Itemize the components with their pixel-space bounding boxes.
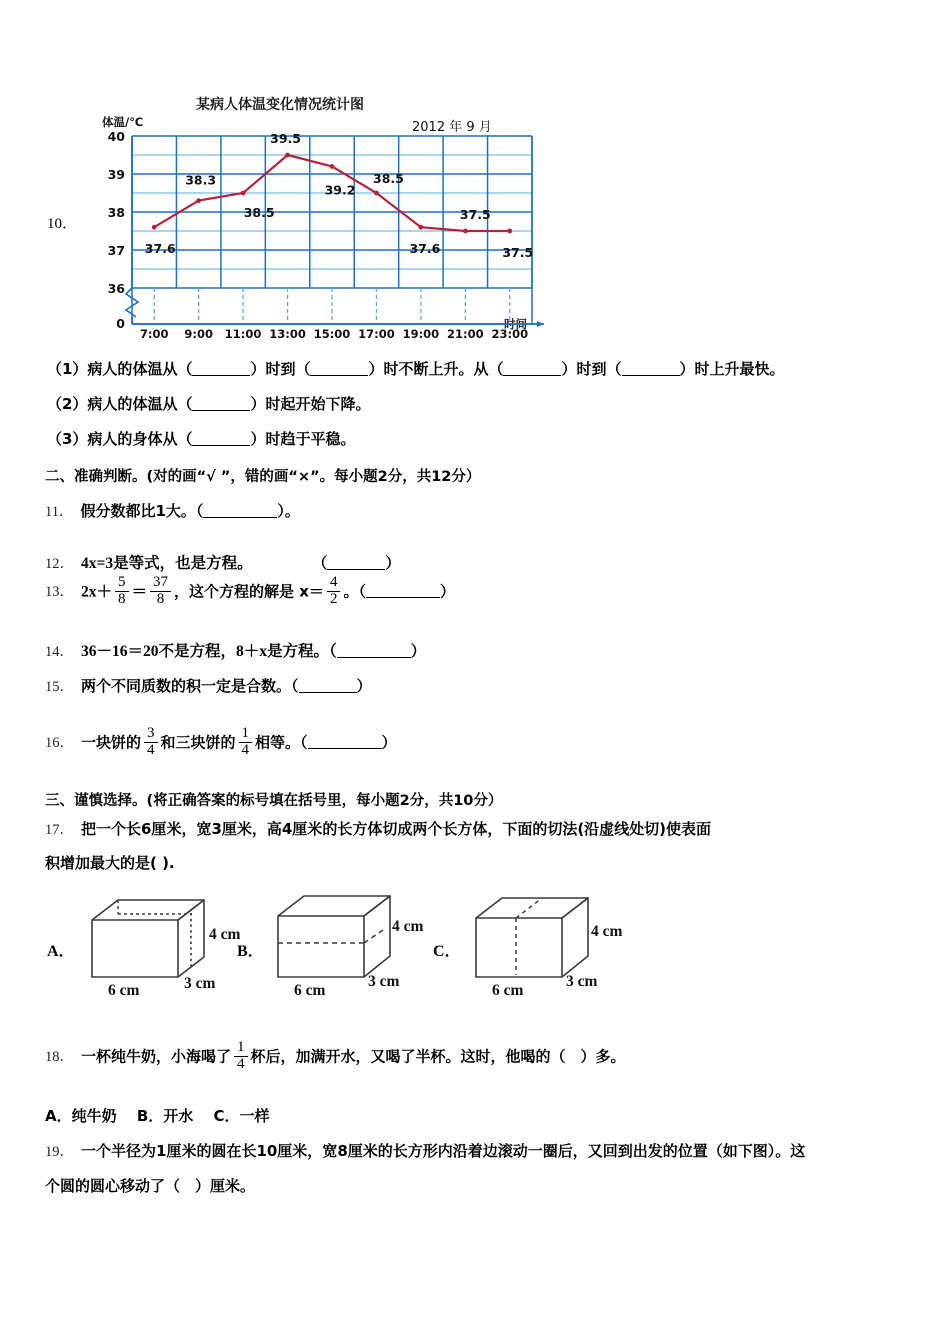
- question-17-figures: [0, 880, 950, 1000]
- chart-x-tick-labels: [140, 327, 528, 338]
- option-c-right-face: [562, 898, 588, 977]
- question-15: [45, 675, 372, 696]
- question-14-number: 14．: [45, 644, 74, 660]
- q16-frac2-denominator: 4: [239, 742, 253, 759]
- question-13-blank[interactable]: [366, 597, 440, 598]
- chart-x-tick-11-00: 11:00: [224, 327, 262, 338]
- chart-point-17-00: [374, 191, 379, 196]
- question-17-number: 17．: [45, 822, 74, 838]
- question-13-fraction-1: [115, 575, 129, 608]
- q10-1-mid-2: ）时不断上升。从（: [368, 360, 504, 378]
- option-a-top-face: [92, 900, 204, 920]
- question-18-fraction: [234, 1040, 248, 1073]
- question-13-part-1: 2x＋: [81, 583, 113, 601]
- question-16-fraction-1: [144, 726, 158, 759]
- question-14-text-after: ）: [410, 642, 426, 660]
- question-17-line-2: [45, 852, 175, 873]
- chart-y-tick-37: 37: [107, 243, 125, 258]
- question-12-text: 4x=3是等式，也是方程。: [81, 555, 245, 572]
- chart-point-19-00: [418, 225, 423, 230]
- question-10-block: [0, 88, 950, 340]
- question-11-text: 假分数都比1大。（: [80, 502, 204, 520]
- question-16-fraction-2: [239, 726, 253, 759]
- option-c-letter: C．: [433, 943, 461, 960]
- q10-1-blank-3[interactable]: [503, 375, 561, 376]
- question-10-sub-3: [47, 428, 355, 449]
- chart-point-23-00: [507, 229, 512, 234]
- q13-frac1-numerator: 5: [118, 574, 126, 590]
- option-b-cut-line-side: [364, 928, 386, 943]
- question-17-line-1: [45, 818, 711, 839]
- chart-x-axis-label: 时间: [504, 317, 527, 331]
- q10-3-prefix: （3）病人的身体从（: [47, 430, 193, 448]
- question-19-line-2: [45, 1175, 255, 1196]
- chart-point-11-00: [241, 191, 246, 196]
- chart-value-label-8: 37.5: [502, 245, 534, 260]
- chart-point-15-00: [330, 164, 335, 169]
- question-17-text-line-1: 把一个长6厘米，宽3厘米，高4厘米的长方体切成两个长方体，下面的切法(沿虚线处切)使表面: [81, 820, 712, 838]
- section-2-heading: 二、准确判断。(对的画“√ ”，错的画“×”。每小题2分，共12分）: [45, 469, 481, 485]
- question-19-number: 19．: [45, 1144, 74, 1160]
- option-c-cut-line-top: [516, 898, 542, 918]
- question-17-text-line-2: 积增加最大的是( ).: [45, 854, 175, 872]
- option-c-cuboid[interactable]: [458, 884, 633, 996]
- q13-frac3-numerator: 4: [329, 574, 338, 590]
- q16-frac1-numerator: 3: [147, 725, 155, 741]
- chart-value-label-1: 38.3: [185, 172, 217, 188]
- q18-frac-numerator: 1: [237, 1039, 245, 1055]
- option-c-front-face: [476, 918, 562, 977]
- chart-x-tick-9-00: 9:00: [184, 327, 213, 338]
- question-14-blank[interactable]: [337, 657, 411, 658]
- q13-frac2-denominator: 8: [150, 591, 171, 608]
- question-12-number: 12．: [45, 556, 74, 572]
- chart-point-7-00: [152, 225, 157, 230]
- question-13-text-after: ）: [439, 582, 455, 601]
- chart-x-tick-17-00: 17:00: [358, 327, 395, 338]
- chart-axis-extension: [154, 288, 510, 324]
- chart-x-axis-arrow: [537, 321, 544, 327]
- question-18-number: 18．: [45, 1049, 74, 1066]
- chart-x-tick-19-00: 19:00: [402, 327, 440, 338]
- q10-2-suffix: ）时起开始下降。: [250, 395, 371, 413]
- question-12-text-after: ）: [385, 554, 401, 572]
- option-c-depth-label: 3 cm: [566, 973, 598, 990]
- q10-3-blank-1[interactable]: [192, 445, 250, 446]
- chart-data-labels: [145, 131, 533, 260]
- question-10-number: 10．: [47, 216, 78, 232]
- question-13-fraction-3: [327, 575, 341, 608]
- chart-canvas: [96, 88, 556, 338]
- q10-1-mid-3: ）时到（: [561, 360, 622, 378]
- question-13-equals: ＝: [131, 583, 148, 601]
- chart-value-label-7: 37.5: [459, 207, 491, 222]
- chart-y-tick-40: 40: [107, 129, 125, 144]
- question-19-line-1: [45, 1140, 805, 1161]
- chart-value-label-0: 37.6: [144, 241, 176, 257]
- question-12: [45, 551, 400, 573]
- q10-1-blank-2[interactable]: [310, 375, 368, 376]
- question-11-blank[interactable]: [203, 517, 277, 518]
- q16-frac1-denominator: 4: [144, 742, 158, 759]
- chart-value-label-2: 38.5: [243, 205, 275, 220]
- option-b-right-face: [364, 896, 390, 977]
- question-16: [45, 726, 397, 759]
- q10-1-suffix: ）时上升最快。: [679, 360, 785, 378]
- question-15-text: 两个不同质数的积一定是合数。（: [81, 677, 299, 695]
- option-c-height-label: 4 cm: [591, 923, 623, 940]
- q13-frac2-numerator: 37: [153, 574, 169, 590]
- option-a-cuboid[interactable]: [70, 884, 245, 996]
- option-a-width-label: 6 cm: [108, 982, 140, 996]
- option-b-top-face: [278, 896, 390, 916]
- option-b-height-label: 4 cm: [392, 918, 424, 935]
- question-18: [45, 1040, 626, 1073]
- option-a-depth-label: 3 cm: [184, 975, 216, 992]
- option-b-front-face: [278, 916, 364, 977]
- q10-1-prefix: （1）病人的体温从（: [47, 360, 193, 378]
- option-c-top-face: [476, 898, 588, 918]
- question-19-text-line-2: 个圆的圆心移动了（ ）厘米。: [45, 1177, 256, 1195]
- option-b-cuboid[interactable]: [262, 884, 437, 996]
- question-13-part-3: 。（: [343, 582, 366, 601]
- q13-frac1-denominator: 8: [115, 591, 129, 608]
- chart-x-tick-15-00: 15:00: [313, 327, 351, 338]
- option-a-letter: A．: [47, 943, 75, 960]
- option-b-depth-label: 3 cm: [368, 973, 400, 990]
- question-18-options[interactable]: A．纯牛奶 B．开水 C．一样: [45, 1107, 270, 1125]
- question-16-part-2: 和三块饼的: [160, 733, 236, 752]
- option-c-width-label: 6 cm: [492, 982, 524, 996]
- q10-2-blank-1[interactable]: [192, 410, 250, 411]
- question-14-text: 36－16＝20不是方程，8＋x是方程。（: [81, 643, 337, 660]
- chart-y-axis-label: 体温/℃: [102, 115, 144, 129]
- question-11-text-after: ）。: [277, 502, 300, 520]
- question-16-text-after: ）: [381, 733, 397, 752]
- q10-1-blank-1[interactable]: [192, 375, 250, 376]
- question-15-blank[interactable]: [299, 692, 357, 693]
- question-15-text-after: ）: [356, 677, 372, 695]
- question-16-number: 16．: [45, 735, 74, 752]
- chart-point-21-00: [463, 229, 468, 234]
- option-b-letter: B．: [237, 943, 264, 960]
- q10-1-mid-1: ）时到（: [250, 360, 311, 378]
- temperature-line-chart: [96, 88, 556, 338]
- question-11: [45, 500, 300, 521]
- chart-x-tick-23-00: 23:00: [491, 327, 529, 338]
- question-16-blank[interactable]: [308, 748, 382, 749]
- question-13-part-2: ，这个方程的解是 x＝: [174, 582, 324, 601]
- q16-frac2-numerator: 1: [241, 725, 250, 741]
- section-3-heading: 三、谨慎选择。(将正确答案的标号填在括号里，每小题2分，共10分）: [45, 793, 503, 809]
- chart-x-tick-13-00: 13:00: [269, 327, 306, 338]
- q13-frac3-denominator: 2: [327, 591, 341, 608]
- question-16-part-3: 相等。（: [255, 733, 308, 752]
- question-10-sub-1: [47, 358, 785, 379]
- chart-value-label-4: 39.2: [324, 182, 356, 198]
- chart-value-label-3: 39.5: [270, 131, 301, 146]
- question-19-text-line-1: 一个半径为1厘米的圆在长10厘米，宽8厘米的长方形内沿着边滚动一圈后，又回到出发的位置（如下图）。这: [81, 1142, 806, 1160]
- chart-y-tick-39: 39: [107, 167, 125, 182]
- q10-2-prefix: （2）病人的体温从（: [47, 395, 193, 413]
- chart-x-tick-21-00: 21:00: [447, 327, 484, 338]
- question-12-gap: （: [244, 554, 328, 572]
- question-14: [45, 639, 426, 661]
- chart-x-tick-7-00: 7:00: [139, 327, 169, 338]
- chart-point-9-00: [196, 198, 201, 203]
- chart-point-13-00: [285, 153, 290, 158]
- question-18-part-1: 一杯纯牛奶，小海喝了: [81, 1047, 232, 1066]
- option-a-height-label: 4 cm: [209, 926, 241, 943]
- chart-y-tick-0: 0: [116, 316, 125, 331]
- question-12-blank[interactable]: [327, 569, 385, 570]
- question-13-number: 13．: [45, 584, 74, 601]
- chart-y-tick-36: 36: [107, 281, 125, 296]
- question-11-number: 11．: [45, 504, 74, 520]
- question-15-number: 15．: [45, 679, 74, 695]
- question-13: [45, 575, 455, 617]
- q18-frac-denominator: 4: [234, 1056, 248, 1073]
- question-10-sub-2: [47, 393, 370, 414]
- question-16-part-1: 一块饼的: [81, 733, 142, 752]
- chart-value-label-6: 37.6: [409, 241, 441, 257]
- chart-y-tick-38: 38: [107, 205, 125, 220]
- question-13-fraction-2: [150, 575, 171, 608]
- chart-value-label-5: 38.5: [373, 171, 404, 186]
- chart-annotation-date: 2012 年 9 月: [412, 120, 492, 135]
- option-b-width-label: 6 cm: [294, 982, 326, 996]
- option-a-front-face: [92, 920, 178, 977]
- q10-1-blank-4[interactable]: [622, 375, 680, 376]
- question-18-part-2: 杯后，加满开水，又喝了半杯。这时，他喝的（ ）多。: [250, 1047, 626, 1066]
- chart-title: 某病人体温变化情况统计图: [196, 97, 364, 113]
- chart-y-tick-labels: [108, 129, 126, 331]
- q10-3-suffix: ）时趋于平稳。: [250, 430, 356, 448]
